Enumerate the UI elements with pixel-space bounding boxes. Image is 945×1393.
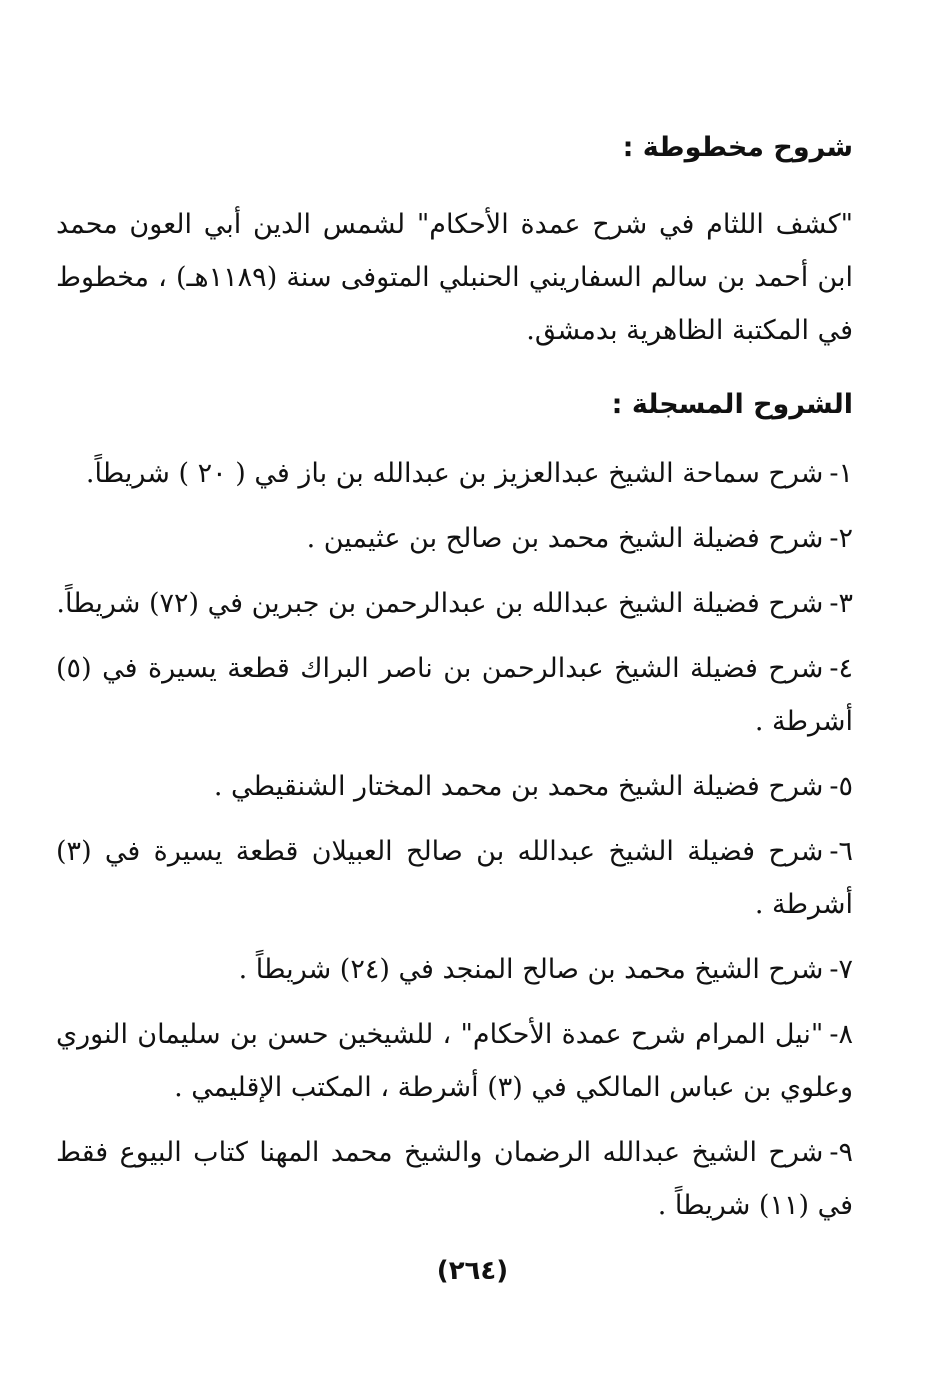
list-item	[56, 760, 853, 813]
list-item	[56, 1126, 853, 1232]
list-item-number: ٤-	[829, 653, 853, 684]
list-item-text: شرح فضيلة الشيخ عبدالله بن عبدالرحمن بن جبرين في (٧٢) شريطاً.	[56, 588, 824, 619]
list-item-text: شرح الشيخ محمد بن صالح المنجد في (٢٤) شريطاً .	[238, 954, 824, 985]
page-number: (٢٦٤)	[436, 1256, 509, 1286]
list-item-number: ٢-	[829, 523, 853, 554]
section-heading-recorded: الشروح المسجلة :	[611, 389, 853, 420]
list-item-number: ٥-	[829, 771, 853, 802]
list-item-number: ٧-	[829, 954, 853, 985]
list-item-number: ٣-	[829, 588, 853, 619]
recorded-list	[56, 447, 853, 1232]
list-item-number: ٨-	[829, 1019, 853, 1050]
list-item	[56, 577, 853, 630]
list-item-number: ٦-	[829, 836, 853, 867]
list-item-number: ٩-	[829, 1137, 853, 1168]
list-item-text: شرح الشيخ عبدالله الرضمان والشيخ محمد المهنا كتاب البيوع فقط في (١١) شريطاً .	[56, 1137, 853, 1221]
list-item-text: شرح فضيلة الشيخ محمد بن صالح بن عثيمين .	[306, 523, 824, 554]
list-item-number: ١-	[829, 458, 853, 489]
list-item-text: شرح فضيلة الشيخ عبدالله بن صالح العبيلان قطعة يسيرة في (٣) أشرطة .	[56, 836, 853, 920]
list-item	[56, 447, 853, 500]
manuscript-paragraph: "كشف اللثام في شرح عمدة الأحكام" لشمس الدين أبي العون محمد ابن أحمد بن سالم السفاريني الحنبلي المتوفى سنة (١١٨٩هـ) ، مخطوط في المكتبة الظاهرية بدمشق.	[56, 209, 853, 346]
list-item	[56, 943, 853, 996]
list-item-text: شرح سماحة الشيخ عبدالعزيز بن عبدالله بن باز في ( ٢٠ ) شريطاً.	[85, 458, 824, 489]
list-item	[56, 642, 853, 748]
list-item	[56, 825, 853, 931]
section-heading-manuscripts: شروح مخطوطة :	[622, 132, 853, 163]
list-item-text: "نيل المرام شرح عمدة الأحكام" ، للشيخين حسن بن سليمان النوري وعلوي بن عباس المالكي في (٣) أشرطة ، المكتب الإقليمي .	[56, 1019, 853, 1103]
list-item-text: شرح فضيلة الشيخ عبدالرحمن بن ناصر البراك قطعة يسيرة في (٥) أشرطة .	[56, 653, 853, 737]
list-item-text: شرح فضيلة الشيخ محمد بن محمد المختار الشنقيطي .	[213, 771, 824, 802]
list-item	[56, 512, 853, 565]
list-item	[56, 1008, 853, 1114]
